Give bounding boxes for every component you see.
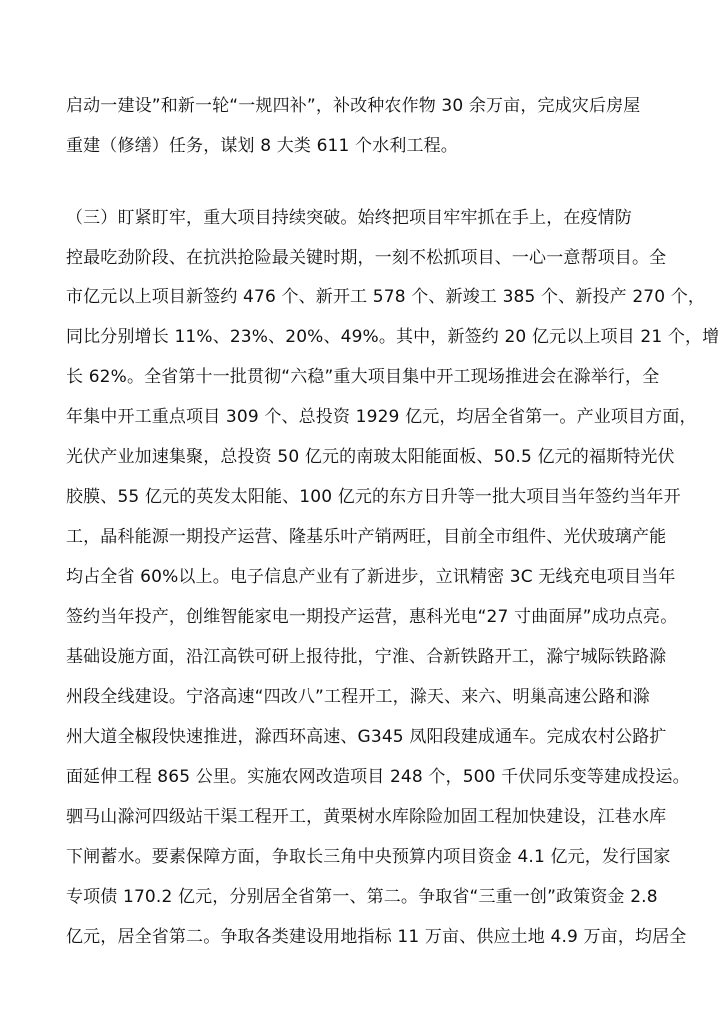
text-line: 州段全线建设。宁洛高速“四改八”工程开工，滁天、来六、明巢高速公路和滁 <box>66 687 650 707</box>
text-line: 专项债 170.2 亿元，分别居全省第一、第二。争取省“三重一创”政策资金 2.8 <box>66 887 658 907</box>
text-line: 同比分别增长 11%、23%、20%、49%。其中，新签约 20 亿元以上项目 21 个，增 <box>66 327 720 347</box>
text-line: 控最吃劲阶段、在抗洪抢险最关键时期，一刻不松抓项目、一心一意帮项目。全 <box>66 248 667 268</box>
text-line: 州大道全椒段快速推进，滁西环高速、G345 凤阳段建成通车。完成农村公路扩 <box>66 727 667 747</box>
text-line: 市亿元以上项目新签约 476 个、新开工 578 个、新竣工 385 个、新投产 270 个， <box>66 287 706 307</box>
text-line: 基础设施方面，沿江高铁可研上报待批，宁淮、合新铁路开工，滁宁城际铁路滁 <box>66 647 667 667</box>
text-line: 工，晶科能源一期投产运营、隆基乐叶产销两旺，目前全市组件、光伏玻璃产能 <box>66 527 667 547</box>
text-line: 长 62%。全省第十一批贯彻“六稳”重大项目集中开工现场推进会在滁举行，全 <box>66 367 660 387</box>
text-line: 启动一建设”和新一轮“一规四补”，补改种农作物 30 余万亩，完成灾后房屋 <box>66 96 641 116</box>
text-line: 胶膜、55 亿元的英发太阳能、100 亿元的东方日升等一批大项目当年签约当年开 <box>66 487 681 507</box>
text-line: 光伏产业加速集聚，总投资 50 亿元的南玻太阳能面板、50.5 亿元的福斯特光伏 <box>66 447 675 467</box>
text-line: （三）盯紧盯牢，重大项目持续突破。始终把项目牢牢抓在手上，在疫情防 <box>66 208 632 228</box>
text-line: 签约当年投产，创维智能家电一期投产运营，惠科光电“27 寸曲面屏”成功点亮。 <box>66 607 678 627</box>
text-line: 重建（修缮）任务，谋划 8 大类 611 个水利工程。 <box>66 136 458 156</box>
text-line: 驷马山滁河四级站干渠工程开工，黄栗树水库除险加固工程加快建设，江巷水库 <box>66 807 667 827</box>
text-line: 年集中开工重点项目 309 个、总投资 1929 亿元，均居全省第一。产业项目方面， <box>66 407 697 427</box>
text-line: 亿元，居全省第二。争取各类建设用地指标 11 万亩、供应土地 4.9 万亩，均居全 <box>66 927 687 947</box>
text-line: 下闸蓄水。要素保障方面，争取长三角中央预算内项目资金 4.1 亿元，发行国家 <box>66 847 671 867</box>
text-line: 面延伸工程 865 公里。实施农网改造项目 248 个，500 千伏同乐变等建成投运。 <box>66 767 690 787</box>
text-line: 均占全省 60%以上。电子信息产业有了新进步，立讯精密 3C 无线充电项目当年 <box>66 567 676 587</box>
